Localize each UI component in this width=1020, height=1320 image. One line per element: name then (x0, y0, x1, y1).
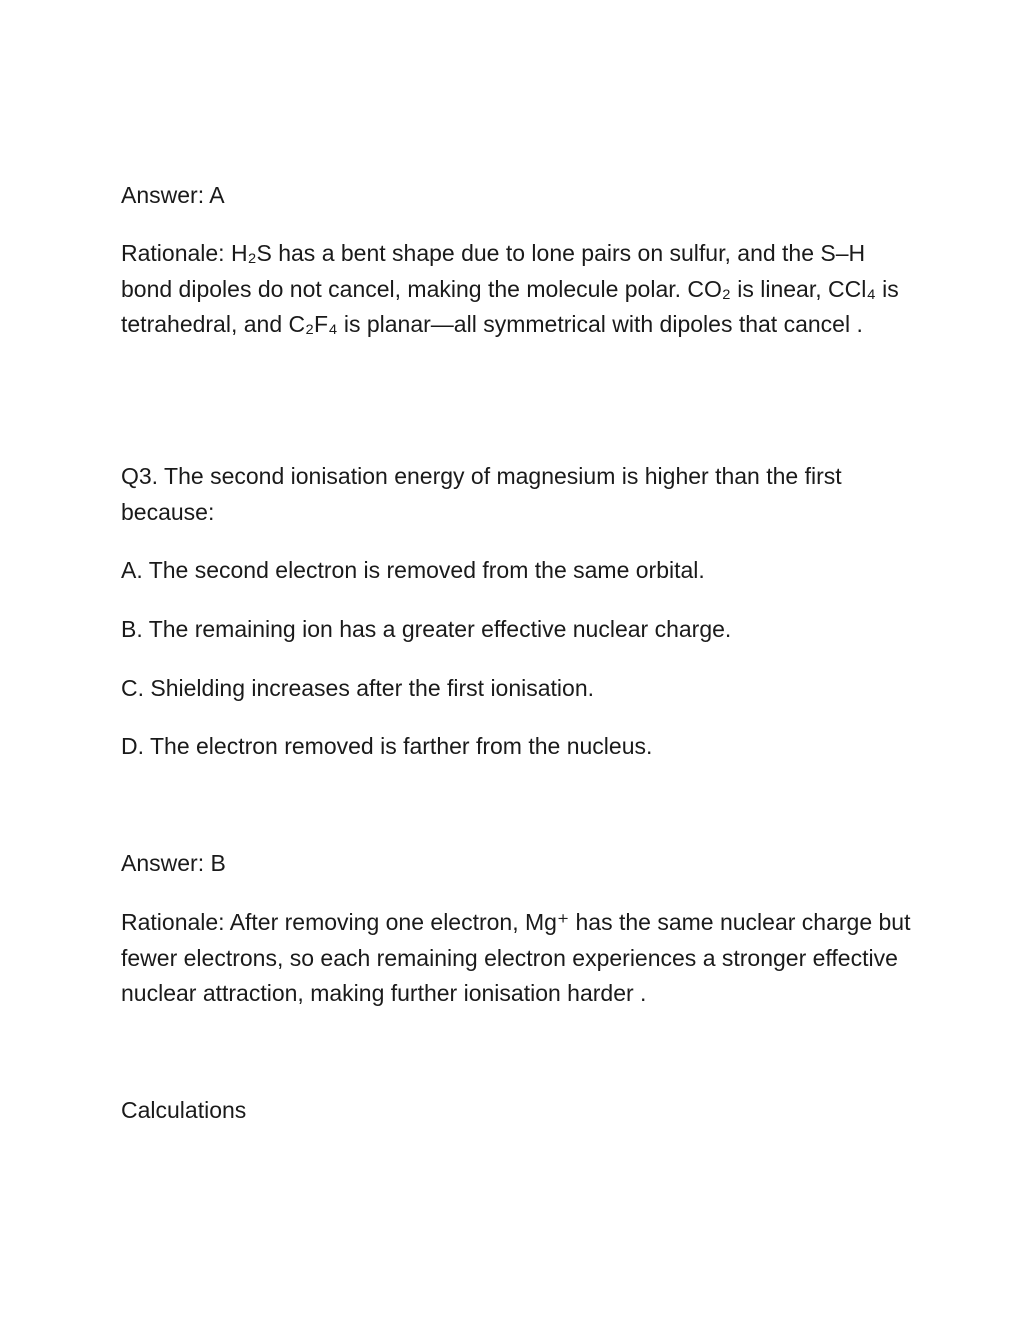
rationale-q3: Rationale: After removing one electron, Mg⁺ has the same nuclear charge but fewer electrons, so each remaining electron experiences a stronger effective nuclear attraction, making further ionisation harder . (121, 909, 911, 1006)
option-c: C. Shielding increases after the first ionisation. (121, 675, 595, 701)
option-b: B. The remaining ion has a greater effective nuclear charge. (121, 616, 732, 642)
rationale-q2: Rationale: H₂S has a bent shape due to lone pairs on sulfur, and the S–H bond dipoles do not cancel, making the molecule polar. CO₂ is linear, CCl₄ is tetrahedral, and C₂F₄ is planar—all symmetrical with dipoles that cancel . (121, 240, 899, 337)
answer-label-q3: Answer: B (121, 850, 226, 876)
answer-label-q2: Answer: A (121, 182, 225, 208)
option-a: A. The second electron is removed from the same orbital. (121, 557, 705, 583)
question-q3: Q3. The second ionisation energy of magnesium is higher than the first because: (121, 463, 842, 525)
option-d: D. The electron removed is farther from the nucleus. (121, 733, 653, 759)
section-heading-calculations: Calculations (121, 1097, 247, 1123)
